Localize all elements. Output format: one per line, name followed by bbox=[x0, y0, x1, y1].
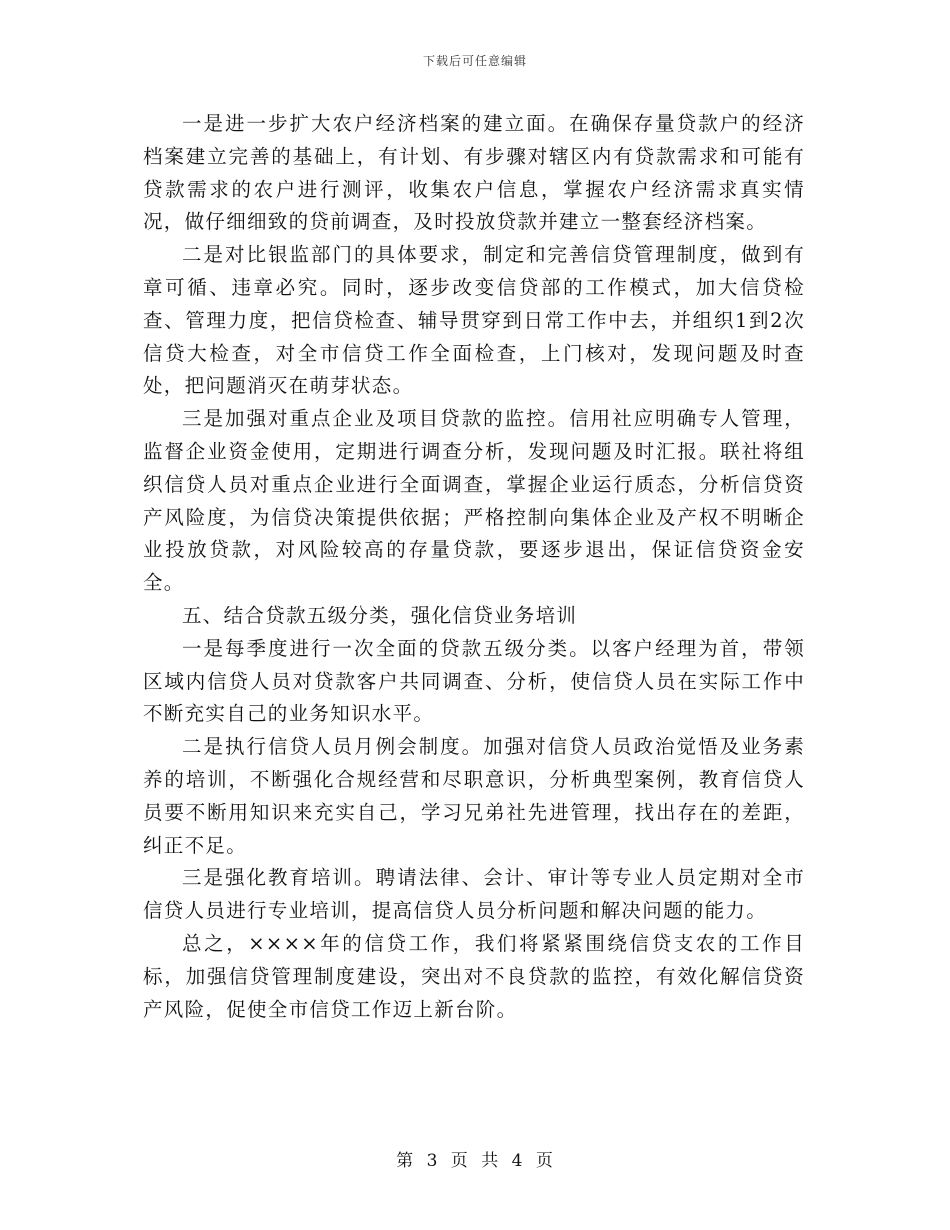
paragraph-archive-expansion: 一是进一步扩大农户经济档案的建立面。在确保存量贷款户的经济档案建立完善的基础上，有计划、有步骤对辖区内有贷款需求和可能有贷款需求的农户进行测评，收集农户信息，掌握农户经济需求真实情况，做仔细细致的贷前调查，及时投放贷款并建立一整套经济档案。 bbox=[143, 112, 805, 234]
page-number-footer: 第 3 页 共 4 页 bbox=[396, 1151, 554, 1171]
paragraph-education-training: 三是强化教育培训。聘请法律、会计、审计等专业人员定期对全市信贷人员进行专业培训，提高信贷人员分析问题和解决问题的能力。 bbox=[143, 866, 805, 923]
paragraph-conclusion: 总之，××××年的信贷工作，我们将紧紧围绕信贷支农的工作目标，加强信贷管理制度建设，突出对不良贷款的监控，有效化解信贷资产风险，促使全市信贷工作迈上新台阶。 bbox=[143, 931, 805, 1021]
page-header: 下载后可任意编辑 bbox=[422, 54, 527, 68]
paragraph-key-enterprise-monitoring: 三是加强对重点企业及项目贷款的监控。信用社应明确专人管理，监督企业资金使用，定期进行调查分析，发现问题及时汇报。联社将组织信贷人员对重点企业进行全面调查，掌握企业运行质态，分析信贷资产风险度，为信贷决策提供依据；严格控制向集体企业及产权不明晰企业投放贷款，对风险较高的存量贷款，要逐步退出，保证信贷资金安全。 bbox=[143, 407, 805, 595]
section-heading-five-level-classification: 五、结合贷款五级分类，强化信贷业务培训 bbox=[182, 603, 578, 627]
paragraph-monthly-meeting: 二是执行信贷人员月例会制度。加强对信贷人员政治觉悟及业务素养的培训，不断强化合规经营和尽职意识，分析典型案例，教育信贷人员要不断用知识来充实自己，学习兄弟社先进管理，找出存在的差距，纠正不足。 bbox=[143, 735, 805, 857]
document-body bbox=[143, 108, 805, 1026]
paragraph-credit-management-system: 二是对比银监部门的具体要求，制定和完善信贷管理制度，做到有章可循、违章必究。同时，逐步改变信贷部的工作模式，加大信贷检查、管理力度，把信贷检查、辅导贯穿到日常工作中去，并组织1到2次信贷大检查，对全市信贷工作全面检查，上门核对，发现问题及时查处，把问题消灭在萌芽状态。 bbox=[143, 243, 805, 398]
paragraph-quarterly-classification: 一是每季度进行一次全面的贷款五级分类。以客户经理为首，带领区域内信贷人员对贷款客户共同调查、分析，使信贷人员在实际工作中不断充实自己的业务知识水平。 bbox=[143, 636, 805, 726]
